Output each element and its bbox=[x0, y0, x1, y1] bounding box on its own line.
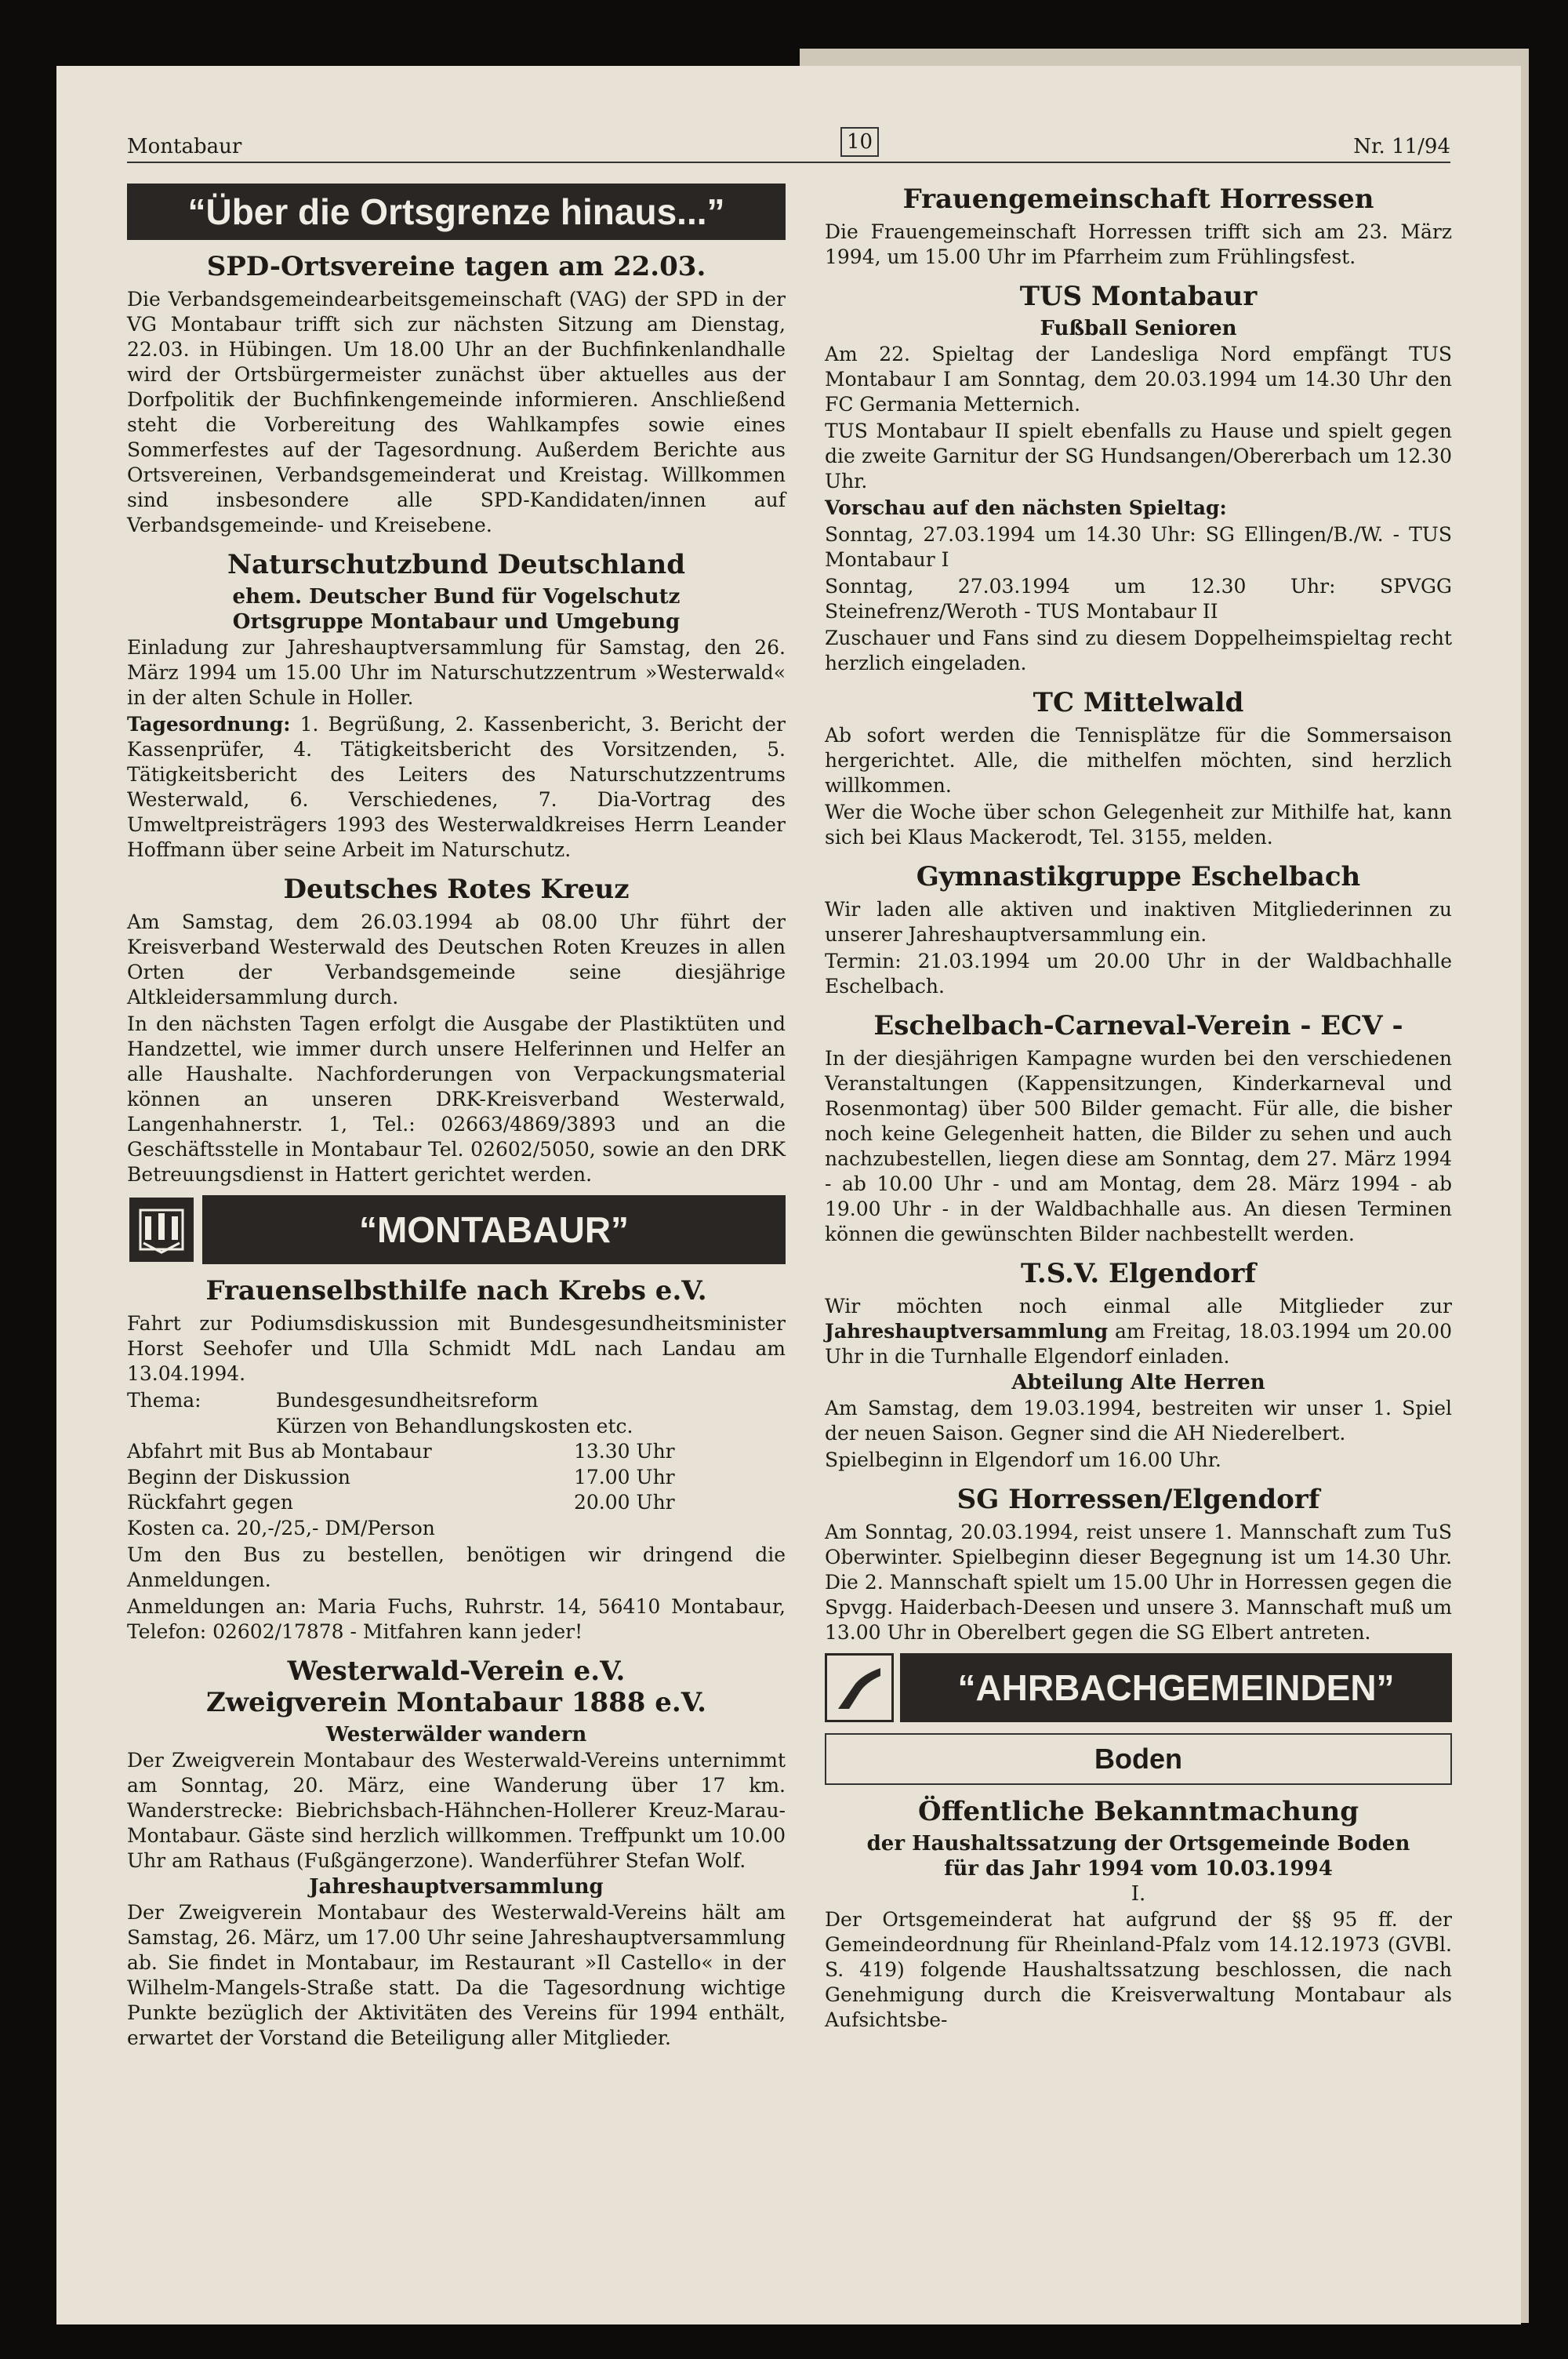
nabu-subtitle-1: ehem. Deutscher Bund für Vogelschutz bbox=[232, 585, 681, 609]
bek-title: Öffentliche Bekanntmachung bbox=[917, 1796, 1359, 1827]
ww-title-1: Westerwald-Verein e.V. bbox=[287, 1655, 626, 1687]
frauen-text-2: Um den Bus zu bestellen, benötigen wir dringend die Anmeldungen. bbox=[127, 1543, 786, 1591]
drk-title: Deutsches Rotes Kreuz bbox=[283, 874, 630, 905]
section-banner-montabaur bbox=[127, 1195, 786, 1264]
ww-subtitle-2: Jahreshauptversammlung bbox=[309, 1874, 604, 1899]
gym-title: Gymnastikgruppe Eschelbach bbox=[916, 861, 1361, 892]
bek-subtitle-2: für das Jahr 1994 vom 10.03.1994 bbox=[944, 1857, 1333, 1881]
ww-subtitle-1: Westerwälder wandern bbox=[325, 1722, 587, 1747]
tus-title: TUS Montabaur bbox=[1019, 281, 1258, 312]
drk-text-2: In den nächsten Tagen erfolgt die Ausgabe der Plastiktüten und Handzettel, wie immer durch unsere Helferinnen und Helfer an alle Haushalte. Nachforderungen von Verpackungsmaterial können an unseren DRK-Kreisverband Westerwald, Langenhahnerstr. 1, Tel.: 02663/4869/3893 und an die Geschäftsstelle in Montabaur Tel. 02602/5050, sowie an den DRK Betreuungsdienst in Hattert gerichtet werden. bbox=[127, 1012, 786, 1186]
tsv-text-1 bbox=[825, 1294, 1452, 1369]
gym-text-2: Termin: 21.03.1994 um 20.00 Uhr in der Waldbachhalle Eschelbach. bbox=[825, 950, 1452, 998]
tsv-subtitle: Abteilung Alte Herren bbox=[1011, 1371, 1265, 1394]
sg-title: SG Horressen/Elgendorf bbox=[956, 1484, 1320, 1515]
nabu-text-1: Einladung zur Jahreshauptversammlung für Samstag, den 26. März 1994 um 15.00 Uhr im Naturschutzzentrum »Westerwald« in der alten Schule in Holler. bbox=[127, 636, 786, 709]
spd-title: SPD-Ortsvereine tagen am 22.03. bbox=[206, 251, 706, 282]
tsv-text-2: Am Samstag, dem 19.03.1994, bestreiten wir unser 1. Spiel der neuen Saison. Gegner sind die AH Niederelbert. bbox=[825, 1397, 1452, 1445]
drk-text-1: Am Samstag, dem 26.03.1994 ab 08.00 Uhr führt der Kreisverband Westerwald des Deutschen Roten Kreuzes in allen Orten der Verbandsgemeinde seine diesjährige Altkleidersammlung durch. bbox=[127, 911, 786, 1009]
spd-text: Die Verbandsgemeindearbeitsgemeinschaft (VAG) der SPD in der VG Montabaur trifft sich zur nächsten Sitzung am Dienstag, 22.03. in Hübingen. Um 18.00 Uhr an der Buchfinkenlandhalle wird der Ortsbürgermeister zunächst über aktuelles aus der Dorfpolitik der Buchfinkengemeinde informieren. Anschließend steht die Vorbereitung des Wahlkampfes sowie eines Sommerfestes auf der Tagesordnung. Außerdem Berichte aus Ortsvereinen, Verbandsgemeinderat und Kreistag. Willkommen sind insbesondere alle SPD-Kandidaten/innen auf Verbandsgemeinde- und Kreisebene. bbox=[127, 288, 786, 536]
frauen-text-3: Anmeldungen an: Maria Fuchs, Ruhrstr. 14, 56410 Montabaur, Telefon: 02602/17878 - Mitfahren kann jeder! bbox=[127, 1594, 786, 1643]
section-banner-ortsgrenze: “Über die Ortsgrenze hinaus...” bbox=[127, 184, 786, 240]
tus-text-2: TUS Montabaur II spielt ebenfalls zu Hause und spielt gegen die zweite Garnitur der SG Hundsangen/Obererbach um 12.30 Uhr. bbox=[825, 420, 1452, 493]
right-column bbox=[825, 184, 1452, 2034]
gym-text-1: Wir laden alle aktiven und inaktiven Mitgliederinnen zu unserer Jahreshauptversammlung ein. bbox=[825, 898, 1452, 946]
ww-text-2: Der Zweigverein Montabaur des Westerwald-Vereins hält am Samstag, 26. März, um 17.00 Uhr seine Jahreshauptversammlung ab. Sie findet in Montabaur, im Restaurant »Il Castello« in der Wilhelm-Mangels-Straße statt. Da die Tagesordnung wichtige Punkte bezüglich der Aktivitäten des Vereins für 1994 enthält, erwartet der Vorstand die Beteiligung aller Mitglieder. bbox=[127, 1900, 786, 2049]
ahrbach-logo-icon bbox=[825, 1653, 894, 1722]
boden-box: Boden bbox=[825, 1733, 1452, 1785]
frauen-kosten: Kosten ca. 20,-/25,- DM/Person bbox=[127, 1516, 435, 1539]
frauen-text-1: Fahrt zur Podiumsdiskussion mit Bundesgesundheitsminister Horst Seehofer und Ulla Schmidt MdL nach Landau am 13.04.1994. bbox=[127, 1312, 786, 1385]
ww-title-2: Zweigverein Montabaur 1888 e.V. bbox=[205, 1686, 707, 1718]
tsv-text-1a: Wir möchten noch einmal alle Mitglieder zur bbox=[825, 1295, 1452, 1318]
fh-title: Frauengemeinschaft Horressen bbox=[902, 184, 1374, 215]
tus-vorschau: Vorschau auf den nächsten Spieltag: bbox=[825, 496, 1227, 519]
ww-text-1: Der Zweigverein Montabaur des Westerwald-Vereins unternimmt am Sonntag, 20. März, eine Wanderung über 17 km. Wanderstrecke: Biebrichsbach-Hähnchen-Hollerer Kreuz-Marau-Montabaur. Gäste sind herzlich willkommen. Treffpunkt um 10.00 Uhr am Rathaus (Fußgängerzone). Wanderführer Stefan Wolf. bbox=[127, 1748, 786, 1872]
thema-2: Kürzen von Behandlungskosten etc. bbox=[276, 1414, 633, 1438]
sg-text: Am Sonntag, 20.03.1994, reist unsere 1. Mannschaft zum TuS Oberwinter. Spielbeginn dieser Begegnung ist um 14.30 Uhr. Die 2. Mannschaft spielt um 15.00 Uhr in Horressen gegen die Spvgg. Haiderbach-Deesen und unsere 3. Mannschaft muß um 13.00 Uhr in Oberelbert gegen die SG Elbert antreten. bbox=[825, 1521, 1452, 1644]
nabu-subtitle-2: Ortsgruppe Montabaur und Umgebung bbox=[232, 610, 681, 634]
nabu-agenda-label: Tagesordnung: bbox=[127, 713, 291, 736]
tus-text-1: Am 22. Spieltag der Landesliga Nord empfängt TUS Montabaur I am Sonntag, dem 20.03.1994 um 14.30 Uhr den FC Germania Metternich. bbox=[825, 343, 1452, 416]
town-crest-icon bbox=[127, 1195, 196, 1264]
frauen-schedule bbox=[127, 1388, 786, 1516]
tsv-text-1b: Jahreshauptversammlung bbox=[825, 1320, 1109, 1343]
row1-label: Abfahrt mit Bus ab Montabaur bbox=[127, 1440, 432, 1463]
nabu-agenda-text: 1. Begrüßung, 2. Kassenbericht, 3. Bericht der Kassenprüfer, 4. Tätigkeitsbericht des Vorsitzenden, 5. Tätigkeitsbericht des Leiters des Naturschutzzentrums Westerwald, 6. Verschiedenes, 7. Dia-Vortrag des Umweltpreisträgers 1993 des Westerwaldkreises Herrn Leander Hoffmann über seine Arbeit im Naturschutz. bbox=[127, 713, 786, 861]
row1-value: 13.30 Uhr bbox=[574, 1440, 675, 1463]
frauen-title: Frauenselbsthilfe nach Krebs e.V. bbox=[205, 1275, 707, 1307]
montabaur-banner-title: “MONTABAUR” bbox=[202, 1195, 786, 1264]
ecv-text: In der diesjährigen Kampagne wurden bei den verschiedenen Veranstaltungen (Kappensitzungen, Kinderkarneval und Rosenmontag) über 500 Bilder gemacht. Für alle, die bisher noch keine Gelegenheit hatten, die Bilder zu sehen und auch nachzubestellen, liegen diese am Sonntag, dem 27. März 1994 - ab 10.00 Uhr - und am Montag, dem 28. März 1994 - ab 19.00 Uhr - in der Waldbachhalle aus. An diesen Terminen können die gewünschten Bilder nachbestellt werden. bbox=[825, 1047, 1452, 1245]
section-banner-ahrbach bbox=[825, 1653, 1452, 1722]
tus-v2: Sonntag, 27.03.1994 um 12.30 Uhr: SPVGG Steinefrenz/Weroth - TUS Montabaur II bbox=[825, 575, 1452, 623]
tsv-text-3: Spielbeginn in Elgendorf um 16.00 Uhr. bbox=[825, 1448, 1221, 1471]
row3-value: 20.00 Uhr bbox=[574, 1491, 675, 1514]
page-header bbox=[127, 125, 1450, 163]
header-town: Montabaur bbox=[127, 135, 242, 158]
bek-text: Der Ortsgemeinderat hat aufgrund der §§ 95 ff. der Gemeindeordnung für Rheinland-Pfalz vom 14.12.1973 (GVBl. S. 419) folgende Haushaltssatzung beschlossen, die nach Genehmigung durch die Kreisverwaltung Montabaur als Aufsichtsbe- bbox=[825, 1908, 1452, 2031]
thema-1: Bundesgesundheitsreform bbox=[276, 1389, 539, 1412]
thema-label: Thema: bbox=[127, 1389, 201, 1412]
tc-text-1: Ab sofort werden die Tennisplätze für die Sommersaison hergerichtet. Alle, die mithelfen möchten, sind herzlich willkommen. bbox=[825, 724, 1452, 797]
issue-number: Nr. 11/94 bbox=[1353, 135, 1450, 158]
left-column bbox=[127, 184, 786, 2052]
tus-subtitle: Fußball Senioren bbox=[1040, 317, 1237, 340]
tc-title: TC Mittelwald bbox=[1033, 687, 1244, 718]
tus-v1: Sonntag, 27.03.1994 um 14.30 Uhr: SG Ellingen/B./W. - TUS Montabaur I bbox=[825, 523, 1452, 571]
row2-value: 17.00 Uhr bbox=[574, 1465, 675, 1488]
ahrbach-banner-title: “AHRBACHGEMEINDEN” bbox=[900, 1653, 1452, 1722]
newspaper-page bbox=[56, 66, 1521, 2324]
ecv-title: Eschelbach-Carneval-Verein - ECV - bbox=[873, 1010, 1403, 1041]
row2-label: Beginn der Diskussion bbox=[127, 1465, 350, 1488]
page-number: 10 bbox=[840, 127, 879, 157]
tsv-title: T.S.V. Elgendorf bbox=[1021, 1258, 1256, 1289]
row3-label: Rückfahrt gegen bbox=[127, 1491, 293, 1514]
tc-text-2: Wer die Woche über schon Gelegenheit zur Mithilfe hat, kann sich bei Klaus Mackerodt, Tel. 3155, melden. bbox=[825, 801, 1452, 849]
fh-text: Die Frauengemeinschaft Horressen trifft sich am 23. März 1994, um 15.00 Uhr im Pfarrheim zum Frühlingsfest. bbox=[825, 220, 1452, 268]
bek-subtitle-1: der Haushaltssatzung der Ortsgemeinde Boden bbox=[866, 1832, 1410, 1856]
nabu-agenda bbox=[127, 712, 786, 863]
bek-roman: I. bbox=[1131, 1882, 1146, 1906]
tsv-text-1c: am Freitag, 18.03.1994 um 20.00 Uhr in die Turnhalle Elgendorf einladen. bbox=[825, 1320, 1452, 1368]
nabu-title: Naturschutzbund Deutschland bbox=[227, 549, 686, 580]
tus-v3: Zuschauer und Fans sind zu diesem Doppelheimspieltag recht herzlich eingeladen. bbox=[825, 627, 1452, 674]
